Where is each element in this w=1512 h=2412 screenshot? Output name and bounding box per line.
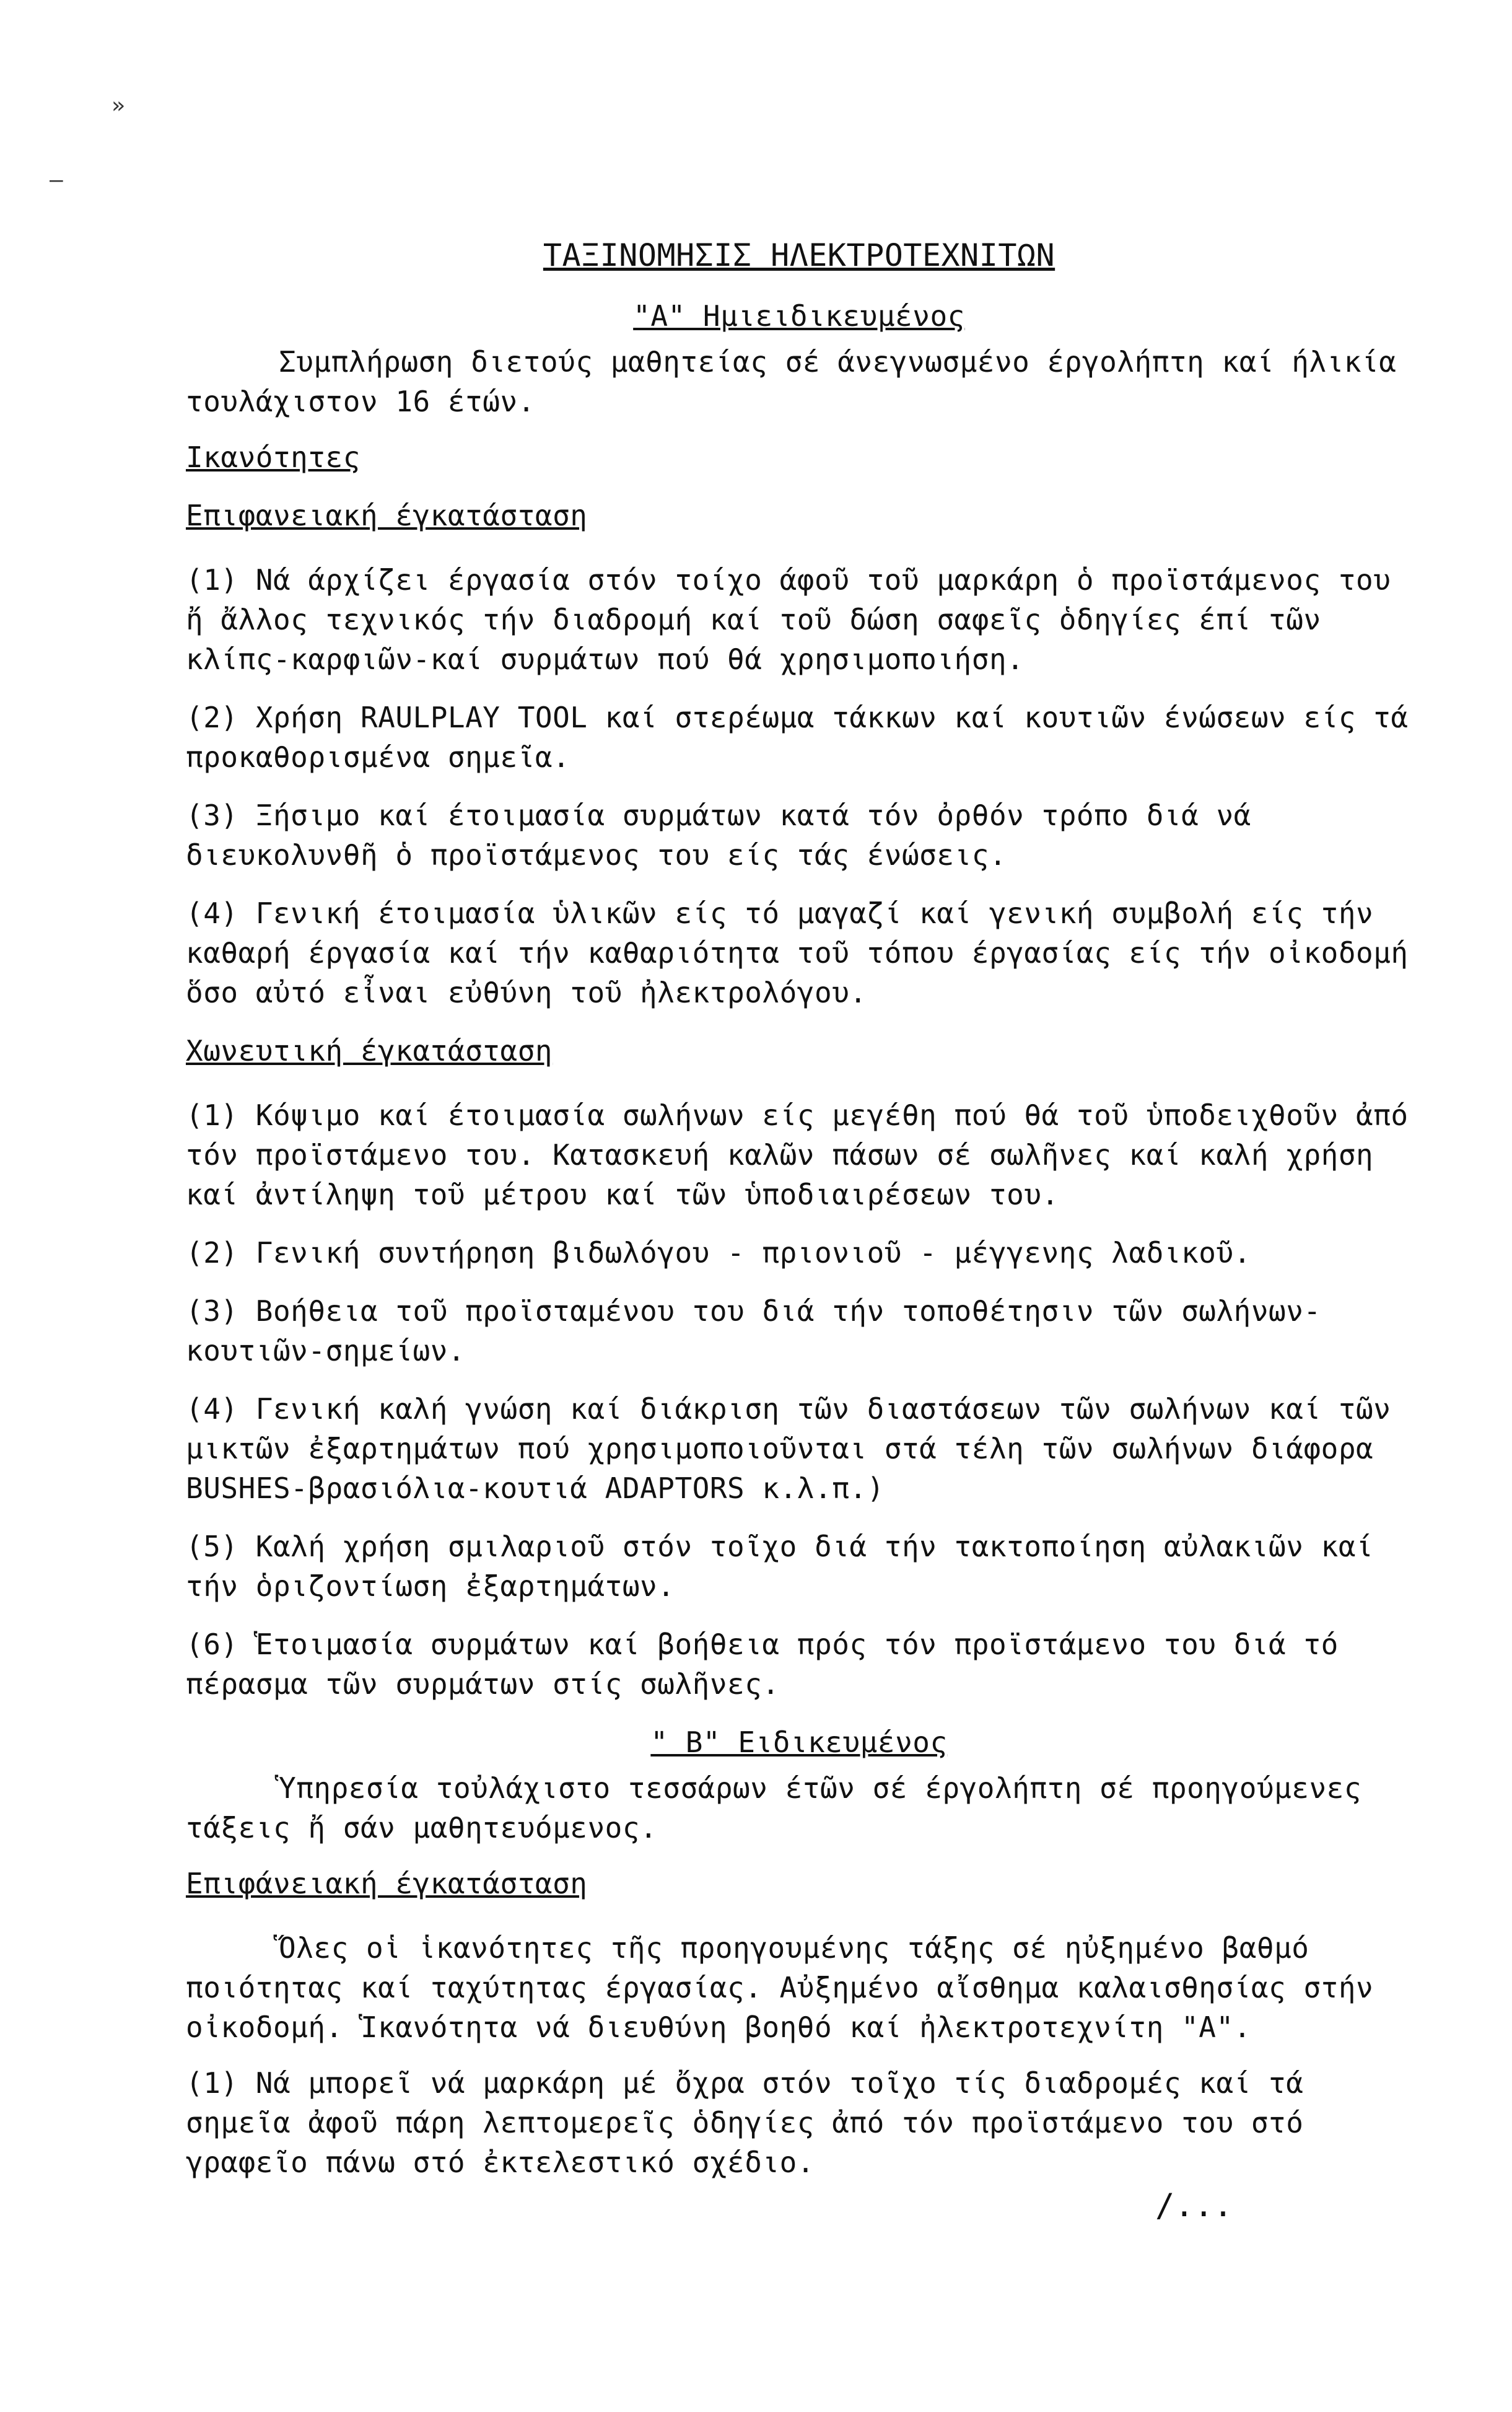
surface-item-3: (3) Ξήσιμο καί έτοιμασία συρμάτων κατά τόν ὀρθόν τρόπο διά νά διευκολυνθῆ ὁ προϊστάμενος του είς τάς ένώσεις. [186,799,1251,872]
conduit-item-1: (1) Κόψιμο καί έτοιμασία σωλήνων είς μεγέθη πού θά τοῦ ὑποδειχθοῦν ἀπό τόν προϊστάμενο του. Κατασκευή καλῶν πάσων σέ σωλῆνες καί καλή χρήση καί ἀντίληψη τοῦ μέτρου καί τῶν ὑποδιαιρέσεων του. [186,1099,1409,1211]
surface-item-2: (2) Χρήση RAULPLAY TOOL καί στερέωμα τάκκων καί κουτιῶν ένώσεων είς τά προκαθορισμένα σημεῖα. [186,701,1409,774]
document-page [186,235,1412,2201]
surface-item-1: (1) Νά άρχίζει έργασία στόν τοίχο άφοῦ τοῦ μαρκάρη ὁ προϊστάμενος του ἤ ἄλλος τεχνικός τήν διαδρομή καί τοῦ δώση σαφεῖς ὁδηγίες έπί τῶν κλίπς-καρφιῶν-καί συρμάτων πού θά χρησιμοποιήση. [186,563,1391,676]
corner-dash: — [50,167,63,193]
grade-b-intro: Ὑπηρεσία τοὐλάχιστο τεσσάρων έτῶν σέ έργολήπτη σέ προηγούμενες τάξεις ἤ σάν μαθητευόμενος. [186,1771,1362,1844]
grade-b-heading: " Β" Ειδικευμένος [650,1726,948,1759]
grade-b-surface-item-1: (1) Νά μπορεῖ νά μαρκάρη μέ ὄχρα στόν τοῖχο τίς διαδρομές καί τά σημεῖα ἀφοῦ πάρη λεπτομερεῖς ὁδηγίες ἀπό τόν προϊστάμενο του στό γραφεῖο πάνω στό ἐκτελεστικό σχέδιο. [186,2066,1304,2179]
grade-a-heading: "Α" Ημιειδικευμένος [633,299,965,333]
conduit-item-3: (3) Βοήθεια τοῦ προϊσταμένου του διά τήν τοποθέτησιν τῶν σωλήνων-κουτιῶν-σημείων. [186,1294,1321,1367]
grade-b-surface-intro: Ὅλες οἱ ἱκανότητες τῆς προηγουμένης τάξης σέ ηὐξημένο βαθμό ποιότητας καί ταχύτητας έργασίας. Αὐξημένο αἴσθημα καλαισθησίας στήν οἰκοδομή. Ἱκανότητα νά διευθύνη βοηθό καί ἠλεκτροτεχνίτη "Α". [186,1931,1374,2044]
corner-mark: » [111,93,125,118]
abilities-heading: Ικανότητες [186,441,361,474]
conduit-item-5: (5) Καλή χρήση σμιλαριοῦ στόν τοῖχο διά τήν τακτοποίηση αὐλακιῶν καί τήν ὁριζοντίωση ἐξαρτημάτων. [186,1530,1374,1603]
surface-item-4: (4) Γενική έτοιμασία ὑλικῶν είς τό μαγαζί καί γενική συμβολή είς τήν καθαρή έργασία καί τήν καθαριότητα τοῦ τόπου έργασίας είς τήν οἰκοδομή ὅσο αὐτό εἶναι εὐθύνη τοῦ ἠλεκτρολόγου. [186,897,1409,1009]
grade-a-intro: Συμπλήρωση διετούς μαθητείας σέ άνεγνωσμένο έργολήπτη καί ήλικία τουλάχιστον 16 έτών. [186,345,1397,418]
conduit-item-2: (2) Γενική συντήρηση βιδωλόγου - πριονιοῦ - μέγγενης λαδικοῦ. [186,1236,1251,1270]
page-title: ΤΑΞΙΝΟΜΗΣΙΣ ΗΛΕΚΤΡΟΤΕΧΝΙΤΩΝ [543,237,1055,273]
continuation-mark: /... [1155,2187,1233,2224]
surface-install-heading: Επιφανειακή έγκατάσταση [186,499,588,532]
conduit-item-4: (4) Γενική καλή γνώση καί διάκριση τῶν διαστάσεων τῶν σωλήνων καί τῶν μικτῶν ἐξαρτημάτων πού χρησιμοποιοῦνται στά τέλη τῶν σωλήνων διάφορα BUSHES-βρασιόλια-κουτιά ADAPTORS κ.λ.π.) [186,1392,1391,1505]
conduit-install-heading: Χωνευτική έγκατάσταση [186,1034,553,1068]
conduit-item-6: (6) Ἑτοιμασία συρμάτων καί βοήθεια πρός τόν προϊστάμενο του διά τό πέρασμα τῶν συρμάτων στίς σωλῆνες. [186,1628,1339,1701]
grade-b-surface-heading: Επιφάνειακή έγκατάσταση [186,1867,588,1900]
